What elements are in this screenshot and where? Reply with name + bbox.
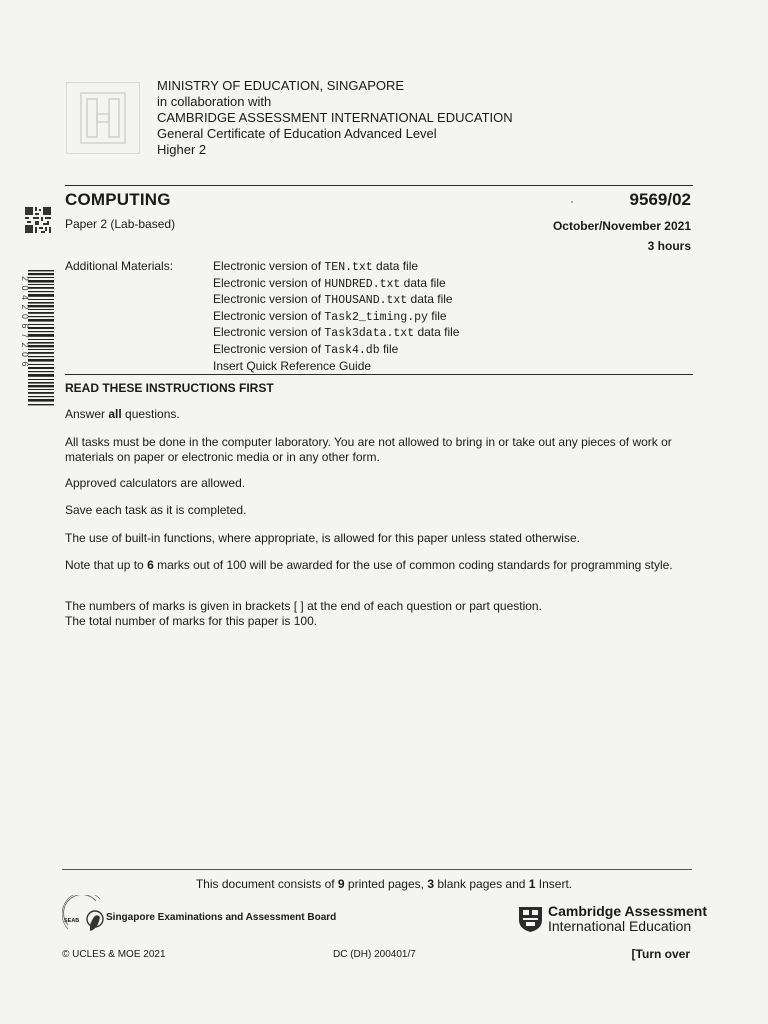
cambridge-wordmark: Cambridge Assessment International Education: [548, 903, 707, 934]
marks-line: The numbers of marks is given in brackets [ ] at the end of each question or part question.: [65, 599, 542, 613]
material-item: Electronic version of Task3data.txt data file: [213, 325, 460, 341]
material-item: Electronic version of Task2_timing.py file: [213, 308, 447, 324]
instruction-save: Save each task as it is completed.: [65, 503, 247, 517]
instruction-lab: All tasks must be done in the computer laboratory. You are not allowed to bring in or take out any pieces of work or materials on paper or electronic media or in any other form.: [65, 435, 672, 464]
exam-session: October/November 2021: [552, 219, 691, 233]
instruction-builtin: The use of built-in functions, where appropriate, is allowed for this paper unless stated otherwise.: [65, 531, 580, 545]
instructions-heading: READ THESE INSTRUCTIONS FIRST: [65, 381, 274, 395]
seab-logo: [62, 895, 110, 941]
header-line: MINISTRY OF EDUCATION, SINGAPORE: [157, 78, 405, 93]
subject-title: COMPUTING: [65, 190, 171, 209]
material-item: Electronic version of TEN.txt data file: [213, 259, 419, 274]
turn-over-note: [Turn over: [631, 947, 690, 961]
barcode-number: 2042067206: [20, 276, 30, 372]
instruction-marks: [65, 599, 695, 629]
instruction-coding-standards: Note that up to 6 marks out of 100 will be awarded for the use of common coding standards for programming style.: [65, 558, 673, 572]
additional-materials-label: Additional Materials:: [65, 259, 174, 273]
paper-title: Paper 2 (Lab-based): [65, 217, 176, 231]
header-line: in collaboration with: [157, 94, 272, 109]
header-line: General Certificate of Education Advanced Level: [157, 126, 437, 141]
syllabus-code: 9569/02: [629, 190, 691, 209]
barcode: [16, 268, 54, 410]
total-marks-line: The total number of marks for this paper is 100.: [65, 614, 318, 628]
header-line: Higher 2: [157, 142, 207, 157]
seab-logo-text: SEAB: [64, 918, 80, 924]
scan-speck: [571, 201, 573, 203]
material-item: Electronic version of HUNDRED.txt data file: [213, 275, 446, 291]
document-code: DC (DH) 200401/7: [333, 949, 416, 960]
qr-code-icon: [25, 207, 51, 233]
h2-level-logo: [66, 82, 140, 154]
material-item: Electronic version of THOUSAND.txt data file: [213, 292, 453, 308]
exam-duration: 3 hours: [647, 239, 691, 253]
footer-rule: [62, 869, 692, 870]
cambridge-shield-icon: [518, 906, 543, 933]
top-rule: [65, 185, 693, 186]
issuer-header: [157, 78, 513, 158]
seab-name: Singapore Examinations and Assessment Board: [106, 912, 337, 923]
header-line: CAMBRIDGE ASSESSMENT INTERNATIONAL EDUCATION: [157, 110, 513, 125]
instruction-answer-all: Answer all questions.: [65, 407, 180, 421]
additional-materials-list: [213, 259, 459, 373]
page-count-note: This document consists of 9 printed pages, 3 blank pages and 1 Insert.: [195, 877, 573, 891]
instructions-rule: [65, 374, 693, 375]
instruction-calculators: Approved calculators are allowed.: [65, 476, 246, 490]
material-item: Insert Quick Reference Guide: [213, 358, 372, 373]
material-item: Electronic version of Task4.db file: [213, 341, 399, 357]
copyright: © UCLES & MOE 2021: [62, 949, 166, 960]
